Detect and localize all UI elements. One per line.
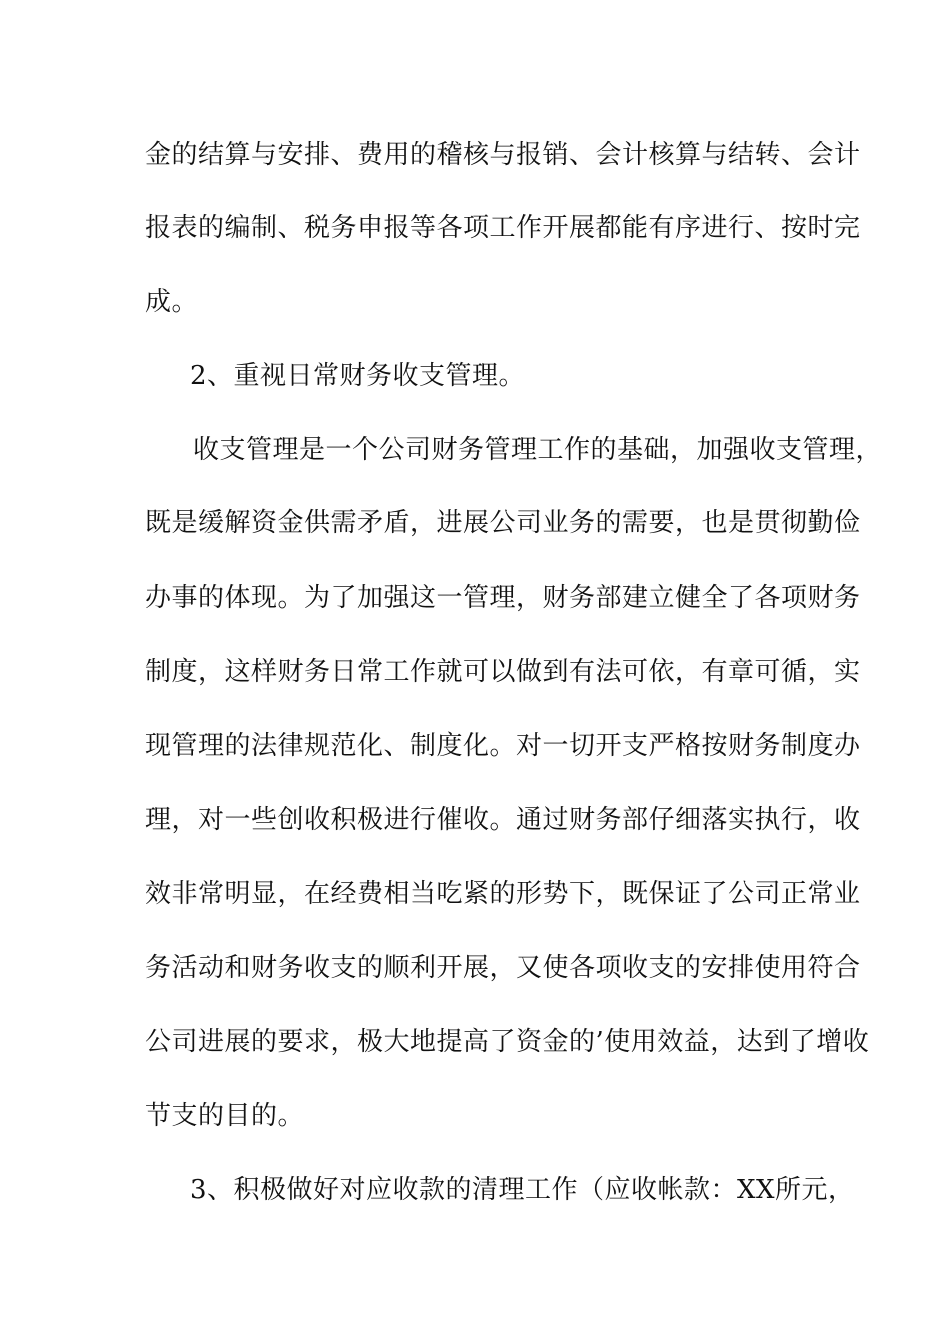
paragraph-line: 理，对一些创收积极进行催收。通过财务部仔细落实执行，收 [145, 805, 861, 835]
paragraph-line: 既是缓解资金供需矛盾，进展公司业务的需要，也是贯彻勤俭 [145, 508, 861, 538]
paragraph-line: 公司进展的要求，极大地提高了资金的’使用效益，达到了增收 [145, 1027, 870, 1057]
section-heading: 3、积极做好对应收款的清理工作（应收帐款：XX所元， [190, 1175, 855, 1205]
paragraph-line: 务活动和财务收支的顺利开展，又使各项收支的安排使用符合 [145, 953, 861, 983]
paragraph-line: 节支的目的。 [145, 1101, 305, 1131]
paragraph-line: 效非常明显，在经费相当吃紧的形势下，既保证了公司正常业 [145, 879, 861, 909]
paragraph-line: 制度，这样财务日常工作就可以做到有法可依，有章可循，实 [145, 657, 861, 687]
section-heading: 2、重视日常财务收支管理。 [190, 361, 526, 391]
paragraph-line: 收支管理是一个公司财务管理工作的基础，加强收支管理， [193, 435, 883, 465]
paragraph-line: 报表的编制、税务申报等各项工作开展都能有序进行、按时完 [145, 213, 861, 243]
paragraph-line: 现管理的法律规范化、制度化。对一切开支严格按财务制度办 [145, 731, 861, 761]
paragraph-line: 办事的体现。为了加强这一管理，财务部建立健全了各项财务 [145, 583, 861, 613]
paragraph-line: 成。 [145, 287, 199, 317]
paragraph-line: 金的结算与安排、费用的稽核与报销、会计核算与结转、会计 [145, 140, 861, 170]
